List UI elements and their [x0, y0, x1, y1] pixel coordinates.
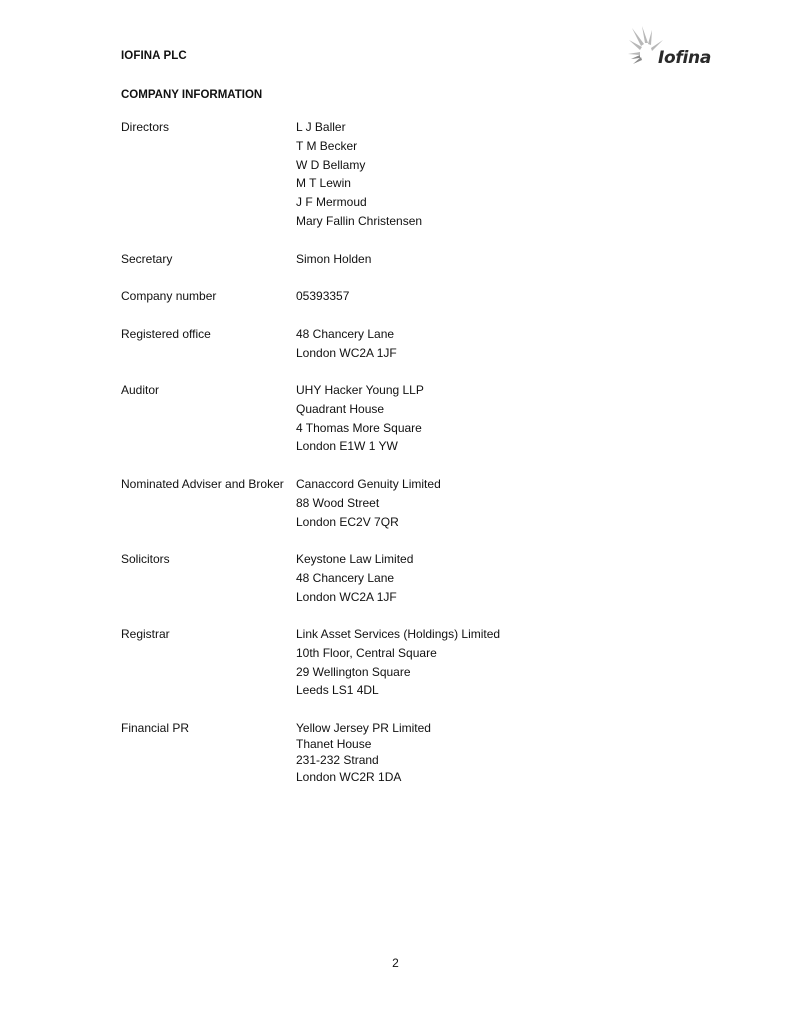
directors-values	[296, 120, 422, 233]
solicitors-label: Solicitors	[121, 552, 170, 566]
registrar-label: Registrar	[121, 627, 170, 641]
address-line: Keystone Law Limited	[296, 552, 414, 566]
address-line: 88 Wood Street	[296, 495, 380, 510]
financial-pr-values	[296, 721, 431, 786]
registered-office-values	[296, 327, 397, 365]
registrar-values	[296, 627, 500, 702]
secretary-label: Secretary	[121, 252, 173, 266]
address-line: 4 Thomas More Square	[296, 420, 422, 435]
solicitors-values	[296, 552, 413, 608]
director-name: J F Mermoud	[296, 195, 367, 210]
address-line: 48 Chancery Lane	[296, 570, 395, 585]
address-line: Link Asset Services (Holdings) Limited	[296, 627, 501, 641]
registered-office-label: Registered office	[121, 327, 211, 341]
company-name-header: IOFINA PLC	[121, 50, 187, 62]
auditor-label: Auditor	[121, 383, 160, 397]
address-line: Leeds LS1 4DL	[296, 683, 379, 698]
company-number-label: Company number	[121, 289, 217, 303]
director-name: M T Lewin	[296, 176, 351, 191]
page-number: 2	[392, 956, 399, 970]
director-name: L J Baller	[296, 120, 346, 134]
company-number-values	[296, 289, 349, 308]
address-line: London WC2A 1JF	[296, 589, 397, 604]
address-line: London E1W 1 YW	[296, 439, 398, 454]
address-line: London EC2V 7QR	[296, 514, 399, 529]
secretary-name: Simon Holden	[296, 252, 372, 266]
nominated-adviser-values	[296, 477, 441, 533]
director-name: T M Becker	[296, 138, 358, 153]
director-name: W D Bellamy	[296, 157, 366, 172]
company-number-value: 05393357	[296, 289, 350, 303]
address-line: UHY Hacker Young LLP	[296, 383, 424, 397]
address-line: 10th Floor, Central Square	[296, 645, 437, 660]
logo-wordmark: Iofina	[658, 48, 712, 68]
director-name: Mary Fallin Christensen	[296, 213, 423, 228]
nominated-adviser-label: Nominated Adviser and Broker	[121, 477, 284, 491]
address-line: Canaccord Genuity Limited	[296, 477, 441, 491]
address-line: Yellow Jersey PR Limited	[296, 721, 431, 735]
auditor-values	[296, 383, 424, 458]
secretary-values	[296, 252, 371, 271]
address-line: Quadrant House	[296, 401, 385, 416]
address-line: London WC2R 1DA	[296, 769, 402, 784]
directors-label: Directors	[121, 120, 170, 134]
address-line: London WC2A 1JF	[296, 345, 397, 360]
address-line: 29 Wellington Square	[296, 664, 411, 679]
address-line: Thanet House	[296, 737, 372, 752]
iofina-logo	[628, 26, 728, 72]
address-line: 231-232 Strand	[296, 753, 379, 768]
address-line: 48 Chancery Lane	[296, 327, 395, 341]
section-title: COMPANY INFORMATION	[121, 89, 263, 101]
financial-pr-label: Financial PR	[121, 721, 190, 735]
